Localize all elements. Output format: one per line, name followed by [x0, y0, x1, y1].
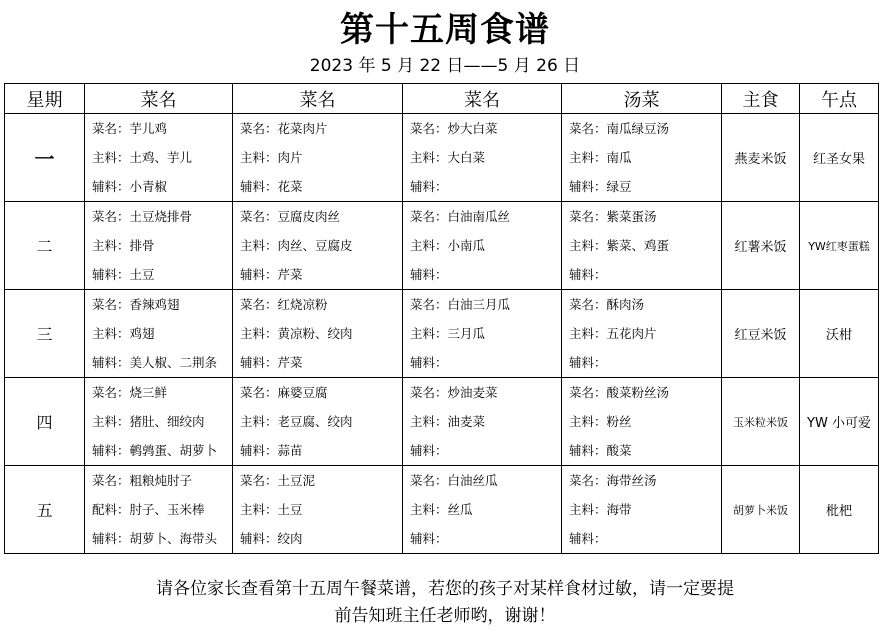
staple-cell: 燕麦米饭 — [722, 114, 800, 202]
soup-cell — [562, 202, 722, 290]
table-row — [5, 466, 879, 554]
dish-line: 菜名：粗粮炖肘子 — [92, 473, 193, 488]
dish-line: 菜名：土豆泥 — [240, 473, 316, 488]
header-row — [5, 84, 879, 114]
dish-line: 主料：肉丝、豆腐皮 — [240, 238, 353, 253]
dish-line: 主料：紫菜、鸡蛋 — [569, 238, 670, 253]
dish-line: 菜名：烧三鲜 — [92, 385, 168, 400]
dish-line: 辅料：芹菜 — [240, 355, 303, 370]
dish-line: 菜名：南瓜绿豆汤 — [569, 121, 670, 136]
header-weekday: 星期 — [5, 84, 85, 114]
menu-table — [4, 83, 879, 554]
dish-line: 主料：鸡翅 — [92, 326, 155, 341]
dish-line: 辅料： — [569, 355, 607, 370]
table-row — [5, 202, 879, 290]
dish-2-cell — [233, 114, 403, 202]
snack-cell: YW 小可爱 — [800, 378, 879, 466]
notice-line-2: 前告知班主任老师哟，谢谢！ — [334, 606, 556, 626]
table-row — [5, 114, 879, 202]
dish-line: 辅料： — [410, 443, 448, 458]
soup-cell — [562, 290, 722, 378]
dish-2-cell — [233, 202, 403, 290]
dish-line: 菜名：芋儿鸡 — [92, 121, 168, 136]
dish-line: 辅料： — [569, 267, 607, 282]
dish-line: 辅料：胡萝卜、海带头 — [92, 531, 218, 546]
dish-line: 辅料：酸菜 — [569, 443, 632, 458]
soup-cell — [562, 378, 722, 466]
snack-cell: 枇杷 — [800, 466, 879, 554]
dish-1-cell — [85, 114, 233, 202]
dish-line: 配料：肘子、玉米棒 — [92, 502, 205, 517]
weekday-cell: 一 — [5, 114, 85, 202]
staple-cell: 红豆米饭 — [722, 290, 800, 378]
dish-line: 主料：土鸡、芋儿 — [92, 150, 193, 165]
dish-line: 辅料： — [410, 531, 448, 546]
snack-cell: 沃柑 — [800, 290, 879, 378]
dish-line: 辅料：绿豆 — [569, 179, 632, 194]
dish-line: 主料：南瓜 — [569, 150, 632, 165]
dish-line: 菜名：炒大白菜 — [410, 121, 498, 136]
dish-line: 辅料：土豆 — [92, 267, 155, 282]
header-dish-3: 菜名 — [403, 84, 562, 114]
dish-3-cell — [403, 290, 562, 378]
dish-line: 菜名：豆腐皮肉丝 — [240, 209, 341, 224]
dish-2-cell — [233, 378, 403, 466]
dish-line: 菜名：花菜肉片 — [240, 121, 328, 136]
dish-line: 辅料： — [410, 179, 448, 194]
table-row — [5, 378, 879, 466]
weekday-cell: 二 — [5, 202, 85, 290]
dish-line: 菜名：麻婆豆腐 — [240, 385, 328, 400]
dish-line: 主料：三月瓜 — [410, 326, 486, 341]
dish-line: 主料：土豆 — [240, 502, 303, 517]
weekday-cell: 四 — [5, 378, 85, 466]
header-staple: 主食 — [722, 84, 800, 114]
dish-line: 菜名：紫菜蛋汤 — [569, 209, 657, 224]
dish-line: 菜名：酥肉汤 — [569, 297, 645, 312]
dish-line: 主料：肉片 — [240, 150, 303, 165]
header-snack: 午点 — [800, 84, 879, 114]
parent-notice — [0, 576, 890, 630]
weekday-cell: 三 — [5, 290, 85, 378]
dish-line: 辅料： — [410, 267, 448, 282]
staple-cell: 玉米粒米饭 — [722, 378, 800, 466]
dish-line: 辅料：鹌鹑蛋、胡萝卜 — [92, 443, 218, 458]
weekday-cell: 五 — [5, 466, 85, 554]
dish-line: 主料：粉丝 — [569, 414, 632, 429]
dish-line: 菜名：白油丝瓜 — [410, 473, 498, 488]
dish-line: 主料：老豆腐、绞肉 — [240, 414, 353, 429]
dish-line: 主料：大白菜 — [410, 150, 486, 165]
dish-line: 菜名：白油南瓜丝 — [410, 209, 511, 224]
dish-2-cell — [233, 466, 403, 554]
dish-line: 辅料：美人椒、二荆条 — [92, 355, 218, 370]
dish-2-cell — [233, 290, 403, 378]
soup-cell — [562, 466, 722, 554]
soup-cell — [562, 114, 722, 202]
dish-line: 辅料：花菜 — [240, 179, 303, 194]
dish-line: 主料：丝瓜 — [410, 502, 473, 517]
dish-line: 菜名：海带丝汤 — [569, 473, 657, 488]
dish-line: 辅料：小青椒 — [92, 179, 168, 194]
snack-cell: YW红枣蛋糕 — [800, 202, 879, 290]
dish-1-cell — [85, 202, 233, 290]
dish-line: 主料：油麦菜 — [410, 414, 486, 429]
header-dish-2: 菜名 — [233, 84, 403, 114]
dish-line: 菜名：炒油麦菜 — [410, 385, 498, 400]
dish-3-cell — [403, 466, 562, 554]
dish-1-cell — [85, 290, 233, 378]
dish-line: 菜名：红烧凉粉 — [240, 297, 328, 312]
dish-line: 辅料： — [410, 355, 448, 370]
date-range: 2023 年 5 月 22 日——5 月 26 日 — [309, 56, 581, 76]
dish-line: 辅料： — [569, 531, 607, 546]
staple-cell: 红薯米饭 — [722, 202, 800, 290]
dish-1-cell — [85, 378, 233, 466]
dish-line: 主料：五花肉片 — [569, 326, 657, 341]
dish-line: 菜名：香辣鸡翅 — [92, 297, 180, 312]
dish-3-cell — [403, 378, 562, 466]
dish-3-cell — [403, 202, 562, 290]
dish-line: 主料：猪肚、细绞肉 — [92, 414, 205, 429]
dish-3-cell — [403, 114, 562, 202]
staple-cell: 胡萝卜米饭 — [722, 466, 800, 554]
page-title: 第十五周食谱 — [340, 10, 550, 50]
dish-line: 菜名：土豆烧排骨 — [92, 209, 193, 224]
notice-line-1: 请各位家长查看第十五周午餐菜谱，若您的孩子对某样食材过敏，请一定要提 — [156, 579, 734, 599]
dish-line: 主料：海带 — [569, 502, 632, 517]
snack-cell: 红圣女果 — [800, 114, 879, 202]
dish-line: 菜名：酸菜粉丝汤 — [569, 385, 670, 400]
header-soup: 汤菜 — [562, 84, 722, 114]
table-row — [5, 290, 879, 378]
dish-line: 主料：小南瓜 — [410, 238, 486, 253]
dish-1-cell — [85, 466, 233, 554]
dish-line: 主料：排骨 — [92, 238, 155, 253]
dish-line: 主料：黄凉粉、绞肉 — [240, 326, 353, 341]
header-dish-1: 菜名 — [85, 84, 233, 114]
dish-line: 辅料：蒜苗 — [240, 443, 303, 458]
dish-line: 辅料：绞肉 — [240, 531, 303, 546]
dish-line: 辅料：芹菜 — [240, 267, 303, 282]
dish-line: 菜名：白油三月瓜 — [410, 297, 511, 312]
